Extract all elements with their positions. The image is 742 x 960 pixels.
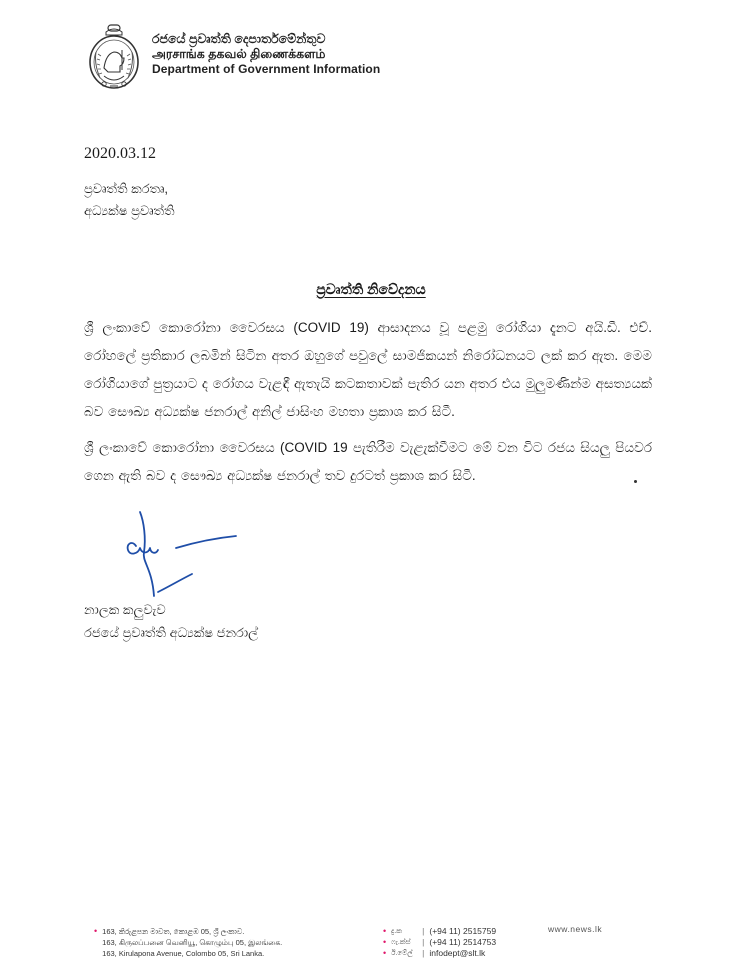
recipient-block	[84, 178, 175, 222]
department-name-sinhala: රජයේ ප්‍රවෘත්ති දෙපාර්තමේන්තුව	[152, 32, 326, 46]
fax-label: ෆැ.ක්ස්	[391, 939, 411, 946]
signer-title: රජයේ ප්‍රවෘත්ති අධ්‍යක්ෂ ජනරාල්	[84, 625, 259, 641]
email-address[interactable]: infodept@slt.lk	[429, 948, 486, 958]
recipient-line-1: ප්‍රවෘත්ති කරතෘ,	[84, 181, 169, 196]
address-tamil: 163, கிருலப்பனை வெனியூ, கொழும்பு 05, இலங்கை.	[102, 938, 283, 947]
bullet-icon: •	[383, 926, 387, 936]
bullet-icon: •	[383, 937, 387, 947]
department-name-tamil: அரசாங்க தகவல் திணைக்களம்	[152, 47, 326, 61]
government-emblem-icon	[86, 24, 142, 92]
press-release-title: ප්‍රවෘත්ති නිවේදනය	[316, 281, 426, 297]
body-paragraph-1: ශ්‍රී ලංකාවේ කොරෝනා වෛරසය (COVID 19) ආසාදනය වූ පළමු රෝගියා දැනට අයි.ඩී. එච්. රෝහලේ ප්‍රතිකාර ලබමින් සිටින අතර ඔහුගේ පවුලේ සාමජිකයන් නිරෝධනයට ලක් කර ඇත. මෙම රෝගියාගේ පුත්‍රයාට ද රෝගය වැළඳී ඇතැයි කටකතාවක් පැතිර යන අතර එය මුලුමණින්ම අසත්‍යයක් බව සෞඛ්‍ය අධ්‍යක්ෂ ජනරාල් අනිල් ජාසිංහ මහතා ප්‍රකාශ කර සිටී.	[84, 320, 652, 419]
recipient-line-2: අධ්‍යක්ෂ ප්‍රවෘත්ති	[84, 203, 175, 219]
phone-label: දු.ක	[391, 928, 402, 935]
letterhead	[152, 32, 380, 76]
department-name-english: Department of Government Information	[152, 62, 381, 76]
footer-address	[94, 926, 282, 959]
signer-block	[84, 598, 258, 645]
signer-name: නාලක කලුවැව	[84, 602, 166, 617]
address-english: 163, Kirulapona Avenue, Colombo 05, Sri Lanka.	[102, 949, 265, 958]
footer-contacts	[383, 926, 496, 959]
stray-mark	[634, 480, 637, 483]
fax-number: (+94 11) 2514753	[429, 937, 497, 947]
letter-date: 2020.03.12	[84, 145, 156, 162]
signature-icon	[118, 502, 248, 602]
bullet-icon: •	[94, 926, 98, 936]
bullet-icon: •	[383, 948, 387, 958]
email-label: ඊ.මේල්	[391, 950, 413, 957]
separator: |	[422, 926, 425, 936]
separator: |	[422, 937, 425, 947]
address-sinhala: 163, කිරුළපන මාවත, කොළඹ 05, ශ්‍රී ලංකාව.	[102, 927, 245, 936]
website-link[interactable]: www.news.lk	[548, 924, 603, 934]
phone-number: (+94 11) 2515759	[429, 926, 497, 936]
separator: |	[422, 948, 425, 958]
body-paragraph-2: ශ්‍රී ලංකාවේ කොරෝනා වෛරසය (COVID 19 පැතිරීම වැළැක්වීමට මේ වන විට රජය සියලු පියවර ගෙන ඇති බව ද සෞඛ්‍ය අධ්‍යක්ෂ ජනරාල් තව දුරටත් ප්‍රකාශ කර සිටී.	[84, 440, 652, 483]
